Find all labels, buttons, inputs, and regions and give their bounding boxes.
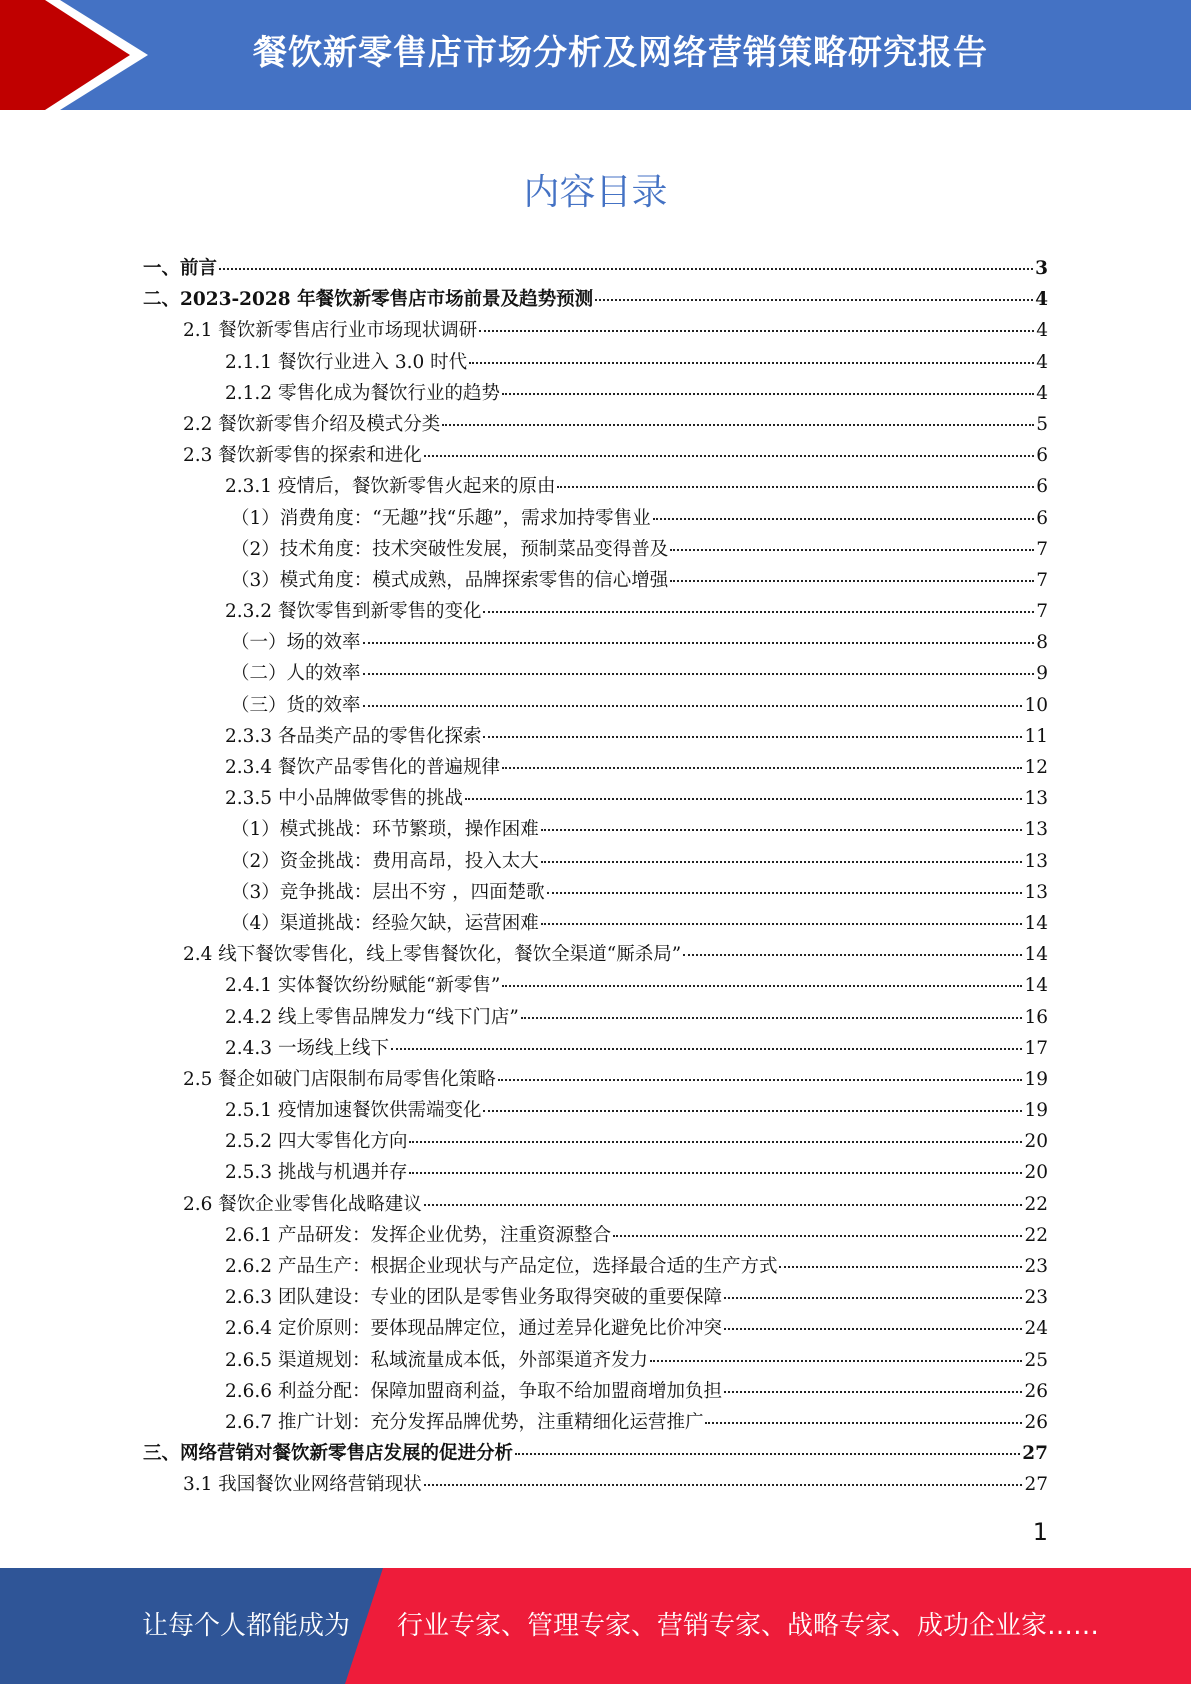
toc-entry[interactable] <box>143 815 1048 846</box>
toc-entry-title: （2）资金挑战：费用高昂，投入太大 <box>231 850 539 872</box>
toc-dot-leader <box>541 923 1023 925</box>
toc-entry-title: 2.6 餐饮企业零售化战略建议 <box>183 1193 422 1215</box>
toc-dot-leader <box>670 580 1034 582</box>
toc-entry[interactable] <box>143 1096 1048 1127</box>
toc-entry[interactable] <box>143 784 1048 815</box>
toc-dot-leader <box>595 299 1033 301</box>
toc-entry[interactable] <box>143 1158 1048 1189</box>
toc-entry-page: 24 <box>1024 1318 1048 1340</box>
toc-entry[interactable] <box>143 878 1048 909</box>
toc-entry[interactable] <box>143 1190 1048 1221</box>
toc-entry-page: 3 <box>1035 258 1048 279</box>
toc-entry-page: 27 <box>1022 1443 1048 1465</box>
footer-slogan-left: 让每个人都能成为 <box>142 1611 351 1641</box>
toc-entry[interactable] <box>143 659 1048 690</box>
toc-entry-page: 9 <box>1036 663 1048 685</box>
toc-dot-leader <box>724 1328 1022 1330</box>
toc-entry[interactable] <box>143 1003 1048 1034</box>
report-title: 餐饮新零售店市场分析及网络营销策略研究报告 <box>253 33 988 73</box>
toc-dot-leader <box>424 1204 1023 1206</box>
toc-entry[interactable] <box>143 1408 1048 1439</box>
toc-entry[interactable] <box>143 909 1048 940</box>
toc-entry[interactable] <box>143 691 1048 722</box>
toc-entry-title: 2.6.4 定价原则：要体现品牌定位，通过差异化避免比价冲突 <box>225 1318 722 1340</box>
toc-entry[interactable] <box>143 940 1048 971</box>
toc-dot-leader <box>363 705 1023 707</box>
toc-dot-leader <box>724 1297 1022 1299</box>
header-arrow-decoration <box>0 0 160 110</box>
toc-entry-page: 7 <box>1036 601 1048 623</box>
toc-dot-leader <box>670 549 1034 551</box>
toc-entry[interactable] <box>143 504 1048 535</box>
toc-entry-title: （3）模式角度：模式成熟，品牌探索零售的信心增强 <box>231 569 669 591</box>
toc-dot-leader <box>650 1360 1022 1362</box>
toc-entry-title: 2.4 线下餐饮零售化，线上零售餐饮化，餐饮全渠道“厮杀局” <box>183 944 682 966</box>
toc-entry-page: 14 <box>1024 975 1048 997</box>
toc-entry-title: 二、2023-2028 年餐饮新零售店市场前景及趋势预测 <box>143 289 594 311</box>
toc-entry[interactable] <box>143 1065 1048 1096</box>
toc-entry[interactable] <box>143 1439 1048 1470</box>
toc-dot-leader <box>705 1422 1022 1424</box>
toc-entry-page: 22 <box>1024 1224 1048 1246</box>
toc-entry-title: 2.3.4 餐饮产品零售化的普遍规律 <box>225 757 500 778</box>
toc-dot-leader <box>557 486 1034 488</box>
toc-entry-page: 11 <box>1024 725 1048 747</box>
toc-entry-title: 2.6.1 产品研发：发挥企业优势，注重资源整合 <box>225 1224 611 1246</box>
toc-entry[interactable] <box>143 1283 1048 1314</box>
toc-entry[interactable] <box>143 1221 1048 1252</box>
toc-entry-page: 8 <box>1036 632 1048 654</box>
toc-entry-title: 2.4.1 实体餐饮纷纷赋能“新零售” <box>225 975 501 997</box>
toc-dot-leader <box>653 518 1035 520</box>
toc-entry-page: 13 <box>1024 819 1048 841</box>
toc-entry-title: 2.6.2 产品生产：根据企业现状与产品定位，选择最合适的生产方式 <box>225 1256 778 1277</box>
toc-entry-page: 6 <box>1036 445 1048 467</box>
toc-entry-title: 三、网络营销对餐饮新零售店发展的促进分析 <box>143 1443 514 1465</box>
toc-entry[interactable] <box>143 1252 1048 1283</box>
toc-dot-leader <box>442 424 1034 426</box>
toc-entry-title: （4）渠道挑战：经验欠缺，运营困难 <box>231 912 539 934</box>
toc-entry[interactable] <box>143 847 1048 878</box>
toc-entry-page: 23 <box>1024 1256 1048 1277</box>
toc-entry[interactable] <box>143 441 1048 472</box>
toc-entry-page: 14 <box>1024 944 1048 966</box>
toc-entry[interactable] <box>143 285 1048 316</box>
toc-entry-page: 16 <box>1024 1006 1048 1028</box>
toc-dot-leader <box>391 1048 1022 1050</box>
toc-entry-title: 2.6.6 利益分配：保障加盟商利益，争取不给加盟商增加负担 <box>225 1380 722 1402</box>
toc-entry-page: 20 <box>1024 1162 1048 1184</box>
toc-dot-leader <box>424 1484 1023 1486</box>
toc-entry[interactable] <box>143 971 1048 1002</box>
toc-entry[interactable] <box>143 316 1048 347</box>
toc-entry-page: 5 <box>1036 413 1048 435</box>
toc-entry[interactable] <box>143 753 1048 784</box>
toc-entry-title: 2.1.1 餐饮行业进入 3.0 时代 <box>225 351 468 373</box>
toc-dot-leader <box>483 611 1034 613</box>
toc-entry[interactable] <box>143 597 1048 628</box>
toc-entry[interactable] <box>143 1034 1048 1065</box>
toc-entry-page: 4 <box>1036 320 1048 342</box>
toc-entry-title: 2.6.3 团队建设：专业的团队是零售业务取得突破的重要保障 <box>225 1287 722 1309</box>
toc-entry-page: 13 <box>1024 850 1048 872</box>
toc-entry[interactable] <box>143 254 1048 285</box>
toc-entry-page: 19 <box>1024 1068 1048 1090</box>
table-of-contents <box>143 254 1048 1502</box>
toc-dot-leader <box>479 330 1034 332</box>
toc-dot-leader <box>613 1235 1022 1237</box>
toc-dot-leader <box>502 985 1022 987</box>
toc-dot-leader <box>483 1110 1022 1112</box>
toc-entry-page: 13 <box>1024 881 1048 903</box>
toc-dot-leader <box>363 673 1035 675</box>
toc-dot-leader <box>465 798 1022 800</box>
toc-entry-title: （3）竞争挑战：层出不穷 ，四面楚歌 <box>231 881 545 903</box>
toc-entry[interactable] <box>143 628 1048 659</box>
toc-entry-title: 2.5.3 挑战与机遇并存 <box>225 1162 408 1184</box>
toc-dot-leader <box>469 362 1034 364</box>
footer-slogan-right: 行业专家、管理专家、营销专家、战略专家、成功企业家…… <box>397 1611 1100 1641</box>
toc-dot-leader <box>363 642 1035 644</box>
toc-entry-page: 4 <box>1035 289 1048 311</box>
toc-entry-page: 4 <box>1036 351 1048 373</box>
toc-entry-title: 2.3.1 疫情后，餐饮新零售火起来的原由 <box>225 476 556 498</box>
toc-entry-title: 一、前言 <box>143 258 218 279</box>
toc-entry[interactable] <box>143 722 1048 753</box>
toc-entry-title: 2.3.5 中小品牌做零售的挑战 <box>225 788 463 810</box>
toc-entry-title: 2.5 餐企如破门店限制布局零售化策略 <box>183 1068 496 1090</box>
toc-entry-title: 2.1 餐饮新零售店行业市场现状调研 <box>183 320 478 342</box>
toc-entry-page: 19 <box>1024 1100 1048 1122</box>
toc-entry[interactable] <box>143 566 1048 597</box>
toc-entry-page: 6 <box>1036 476 1048 498</box>
toc-entry-title: 2.5.2 四大零售化方向 <box>225 1131 408 1153</box>
toc-entry-title: （三）货的效率 <box>231 694 361 716</box>
toc-entry-page: 27 <box>1024 1474 1048 1496</box>
toc-entry-title: 2.6.5 渠道规划：私域流量成本低，外部渠道齐发力 <box>225 1349 648 1371</box>
toc-entry-page: 12 <box>1024 757 1048 778</box>
toc-entry-title: 2.3 餐饮新零售的探索和进化 <box>183 445 422 467</box>
toc-dot-leader <box>547 892 1023 894</box>
toc-entry-page: 4 <box>1036 382 1048 404</box>
toc-dot-leader <box>683 954 1022 956</box>
toc-dot-leader <box>502 393 1034 395</box>
toc-entry-title: 3.1 我国餐饮业网络营销现状 <box>183 1474 422 1496</box>
toc-entry[interactable] <box>143 1377 1048 1408</box>
toc-entry-title: 2.3.2 餐饮零售到新零售的变化 <box>225 601 482 623</box>
toc-entry-page: 7 <box>1036 569 1048 591</box>
toc-entry-page: 20 <box>1024 1131 1048 1153</box>
toc-dot-leader <box>541 829 1023 831</box>
toc-entry[interactable] <box>143 348 1048 379</box>
toc-entry-title: 2.4.3 一场线上线下 <box>225 1037 389 1059</box>
toc-entry[interactable] <box>143 1127 1048 1158</box>
toc-entry-page: 14 <box>1024 912 1048 934</box>
toc-entry-title: （一）场的效率 <box>231 632 361 654</box>
toc-dot-leader <box>515 1453 1020 1455</box>
toc-entry-title: （2）技术角度：技术突破性发展，预制菜品变得普及 <box>231 538 669 560</box>
toc-dot-leader <box>483 736 1022 738</box>
toc-dot-leader <box>724 1391 1022 1393</box>
toc-dot-leader <box>779 1266 1022 1268</box>
toc-entry[interactable] <box>143 1470 1048 1501</box>
toc-entry[interactable] <box>143 410 1048 441</box>
toc-entry-page: 6 <box>1036 507 1048 529</box>
toc-entry[interactable] <box>143 1314 1048 1345</box>
toc-entry-title: 2.1.2 零售化成为餐饮行业的趋势 <box>225 382 500 404</box>
toc-entry-title: 2.5.1 疫情加速餐饮供需端变化 <box>225 1100 482 1122</box>
toc-entry-page: 23 <box>1024 1287 1048 1309</box>
toc-dot-leader <box>409 1172 1022 1174</box>
toc-dot-leader <box>219 268 1033 270</box>
toc-dot-leader <box>424 455 1034 457</box>
toc-entry-page: 22 <box>1024 1193 1048 1215</box>
toc-dot-leader <box>521 1017 1023 1019</box>
page-footer <box>0 1568 1191 1684</box>
toc-dot-leader <box>409 1141 1022 1143</box>
toc-dot-leader <box>502 767 1022 769</box>
toc-entry-page: 10 <box>1024 694 1048 716</box>
toc-entry-title: （1）消费角度：“无趣”找“乐趣”，需求加持零售业 <box>231 507 651 529</box>
toc-dot-leader <box>541 861 1023 863</box>
toc-entry[interactable] <box>143 1346 1048 1377</box>
toc-entry-page: 26 <box>1024 1411 1048 1433</box>
toc-entry-page: 13 <box>1024 788 1048 810</box>
toc-entry-page: 25 <box>1024 1349 1048 1371</box>
toc-entry-page: 17 <box>1024 1037 1048 1059</box>
toc-entry-title: （1）模式挑战：环节繁琐，操作困难 <box>231 819 539 841</box>
toc-entry[interactable] <box>143 535 1048 566</box>
toc-entry-title: 2.4.2 线上零售品牌发力“线下门店” <box>225 1006 519 1028</box>
toc-dot-leader <box>498 1079 1023 1081</box>
page-number: 1 <box>1032 1518 1048 1546</box>
toc-entry-title: 2.2 餐饮新零售介绍及模式分类 <box>183 413 441 435</box>
toc-entry-page: 7 <box>1036 538 1048 560</box>
toc-entry-page: 26 <box>1024 1380 1048 1402</box>
toc-entry[interactable] <box>143 379 1048 410</box>
toc-heading: 内容目录 <box>523 172 668 213</box>
toc-entry-title: 2.6.7 推广计划：充分发挥品牌优势，注重精细化运营推广 <box>225 1411 704 1433</box>
toc-entry-title: 2.3.3 各品类产品的零售化探索 <box>225 725 482 747</box>
toc-entry[interactable] <box>143 472 1048 503</box>
toc-entry-title: （二）人的效率 <box>231 663 361 685</box>
page-header <box>0 0 1191 110</box>
